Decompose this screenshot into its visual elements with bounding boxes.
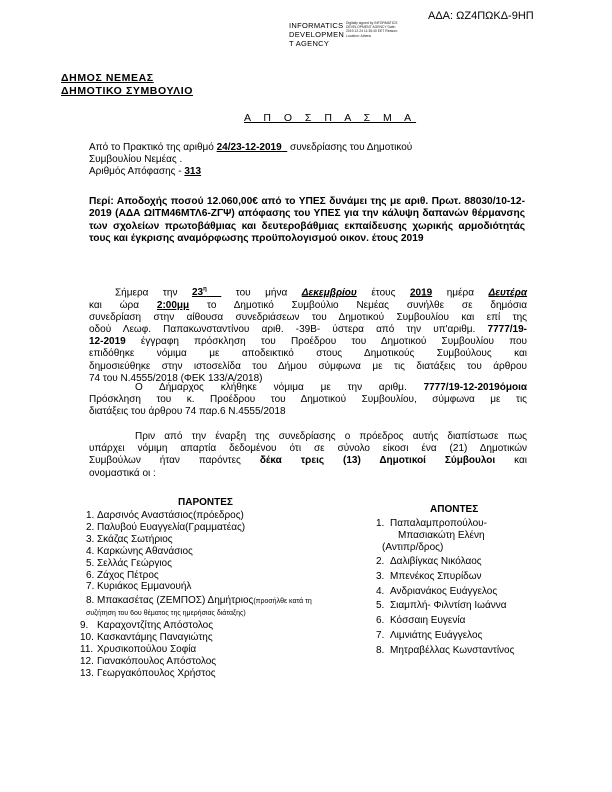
- session-day: 23: [191, 287, 204, 299]
- absent-item: 4. Ανδριανάκος Ευάγγελος: [376, 585, 498, 597]
- present-list: [80, 510, 331, 680]
- present-item: 9. Καραχοντζίτης Απόστολος: [80, 620, 214, 632]
- present-item: 1. Δαρσινός Αναστάσιος(πρόεδρος): [86, 510, 244, 521]
- present-item: 3. Σκάζας Σωτήριος: [86, 533, 173, 545]
- absent-item: 2. Δαλιβίγκας Νικόλαος: [376, 555, 482, 567]
- session-line-8: 74 του Ν.4555/2018 (ΦΕΚ 133/Α/2018): [89, 372, 263, 384]
- mayor-line-3: διατάξεις του άρθρου 74 παρ.6 Ν.4555/2018: [89, 406, 286, 418]
- intro-text-a: Από το Πρακτικό της αριθμό: [89, 142, 214, 153]
- session-line-4: οδού Λεωφ. Παπακωνσταντίνου αριθ. -39Β- ύστερα από την υπ'αριθμ. 7777/19-: [89, 323, 527, 335]
- present-item: 13. Γεωργακόπουλος Χρήστος: [80, 667, 216, 679]
- intro-line-2: Συμβουλίου Νεμέας .: [89, 154, 183, 165]
- intro-text-b: συνεδρίασης του Δημοτικού: [290, 142, 413, 153]
- document-title: Α Π Ο Σ Π Α Σ Μ Α: [244, 112, 417, 124]
- present-item: 5. Σελλάς Γεώργιος: [86, 557, 172, 569]
- session-time: 2:00μμ: [156, 299, 190, 311]
- decision-label: Αριθμός Απόφασης -: [89, 166, 182, 177]
- present-item: 2. Παλυβού Ευαγγελία(Γραμματέας): [86, 521, 246, 533]
- absent-item-cont: (Αντιπρ/δρος): [382, 541, 444, 553]
- stamp-line-1: INFORMATICS: [289, 21, 344, 30]
- quorum-line-2: υπάρχει νόμιμη απαρτία δεδομένου ότι σε σύνολο είκοσι ένα (21) Δημοτικών: [89, 443, 527, 455]
- subject-block: [89, 196, 525, 246]
- session-line-2: και ώρα 2:00μμ το Δημοτικό Συμβούλιο Νεμέας συνήλθε σε δημόσια: [89, 299, 528, 311]
- subject-prefix: Περί:: [89, 196, 114, 207]
- quorum-line-3: Συμβούλων ήταν παρόντες δέκα τρεις (13) Δημοτικοί Σύμβουλοι και: [89, 455, 528, 467]
- session-line-6: επιδόθηκε νόμιμα με αποδεικτικό στους Δημοτικούς Συμβούλους και: [89, 348, 527, 360]
- intro-line-1: [89, 142, 412, 154]
- council-name: ΔΗΜΟΤΙΚΟ ΣΥΜΒΟΥΛΙΟ: [61, 85, 194, 97]
- absent-list: [376, 518, 514, 657]
- session-line-1: Σήμερα την $23^\eta$ του μήνα Δεκεμβρίου έτους 2019 ημέρα Δευτέρα: [115, 287, 528, 299]
- mayor-paragraph: [89, 382, 527, 419]
- session-month: Δεκεμβρίου: [301, 287, 357, 299]
- present-count: δέκα τρεις (13) Δημοτικοί Σύμβουλοι: [259, 455, 496, 467]
- session-line-7: δημοσιεύθηκε στην ιστοσελίδα του Δήμου σύμφωνα με τις διατάξεις του άρθρου: [89, 360, 527, 372]
- decision-number: 313: [184, 166, 202, 177]
- session-weekday: Δευτέρα: [488, 287, 528, 299]
- quorum-line-1: Πριν από την έναρξη της συνεδρίασης ο πρόεδρος αυτής διαπίστωσε πως: [135, 431, 527, 442]
- present-item: 6. Ζάχος Πέτρος: [86, 569, 159, 581]
- absent-item: 3. Μπενέκος Σπυρίδων: [376, 570, 482, 582]
- session-paragraph: [89, 284, 527, 385]
- signature-details: Digitally signed by INFORMATICS DEVELOPMENT AGENCY Date: 2019.12.24 11:35:40 EET Reason: Location: Athens: [346, 21, 398, 38]
- stamp-line-2: DEVELOPMEN: [289, 30, 345, 39]
- session-line-5: 12-2019 έγγραφη πρόσκληση του Προέδρου του Δημοτικού Συμβουλίου που: [89, 336, 527, 348]
- mayor-line-1: Ο Δήμαρχος κλήθηκε νόμιμα με την αριθμ. 7777/19-12-2019όμοια: [135, 382, 527, 393]
- absent-heading: ΑΠΟΝΤΕΣ: [430, 504, 479, 515]
- present-item: 10. Κασκαντάμης Παναγιώτης: [80, 632, 213, 644]
- decision-line: [89, 166, 201, 178]
- session-year: 2019: [409, 287, 433, 299]
- present-item: 8. Μπακασέτας (ΖΕΜΠΟΣ) Δημήτριος(προσήλθε κατά τη συζήτηση του 6ου θέματος της ημερήσιας διάταξης): [86, 595, 312, 618]
- absent-item-cont: Μπασιακώτη Ελένη: [398, 529, 485, 541]
- present-item: 4. Καρκώνης Αθανάσιος: [86, 545, 193, 557]
- quorum-paragraph: [89, 431, 527, 480]
- present-item: 7. Κυριάκος Εμμανουήλ: [86, 581, 192, 593]
- present-item: 11. Χρυσικοπούλου Σοφία: [80, 643, 197, 655]
- ada-code: ΑΔΑ: ΩΖ4ΠΩΚΔ-9ΗΠ: [428, 10, 534, 22]
- subject-text: Αποδοχής ποσού 12.060,00€ από το ΥΠΕΣ δυνάμει της με αριθ. Πρωτ. 88030/10-12-2019 (ΑΔΑ ΩΙΤΜ46ΜΤΛ6-ΖΓΨ) απόφασης του ΥΠΕΣ για την κάλυψη δαπανών θέρμανσης των σχολείων πρωτοβάθμιας και δευτεροβάθμιας εκπαίδευσης χωρικής αρμοδιότητάς τους και έγκρισης αναμόρφωσης προϋπολογισμού οικον. έτους 2019: [89, 196, 525, 245]
- absent-item: 8. Μητραβέλλας Κωνσταντίνος: [376, 645, 515, 657]
- arrival-note: (προσήλθε κατά τη συζήτηση του 6ου θέματος της ημερήσιας διάταξης): [86, 598, 312, 618]
- absent-item: 1. Παπαλαμπροπούλου-: [376, 518, 487, 529]
- absent-item: 6. Κόσσαιη Ευγενία: [376, 615, 466, 627]
- stamp-line-3: T AGENCY: [289, 39, 330, 48]
- invitation-number: 7777/19-: [487, 323, 527, 335]
- absent-item: 5. Σιαμπλή- Φιλντίση Ιωάννα: [376, 600, 507, 612]
- present-heading: ΠΑΡΟΝΤΕΣ: [178, 497, 233, 508]
- quorum-line-4: ονομαστικά οι :: [89, 467, 156, 479]
- municipality-name: ΔΗΜΟΣ ΝΕΜΕΑΣ: [61, 72, 154, 84]
- mayor-line-2: Πρόσκληση του κ. Προέδρου του Δημοτικού Συμβουλίου, σύμφωνα με τις: [89, 394, 527, 406]
- signature-stamp: [289, 21, 344, 48]
- minutes-number: 24/23-12-2019: [216, 142, 282, 153]
- absent-item: 7. Λιμνιάτης Ευάγγελος: [376, 630, 483, 642]
- session-line-3: συνεδρίαση στην αίθουσα συνεδριάσεων του Δημοτικού Συμβουλίου και επί της: [89, 311, 527, 323]
- present-item: 12. Γιανακόπουλος Απόστολος: [80, 655, 217, 667]
